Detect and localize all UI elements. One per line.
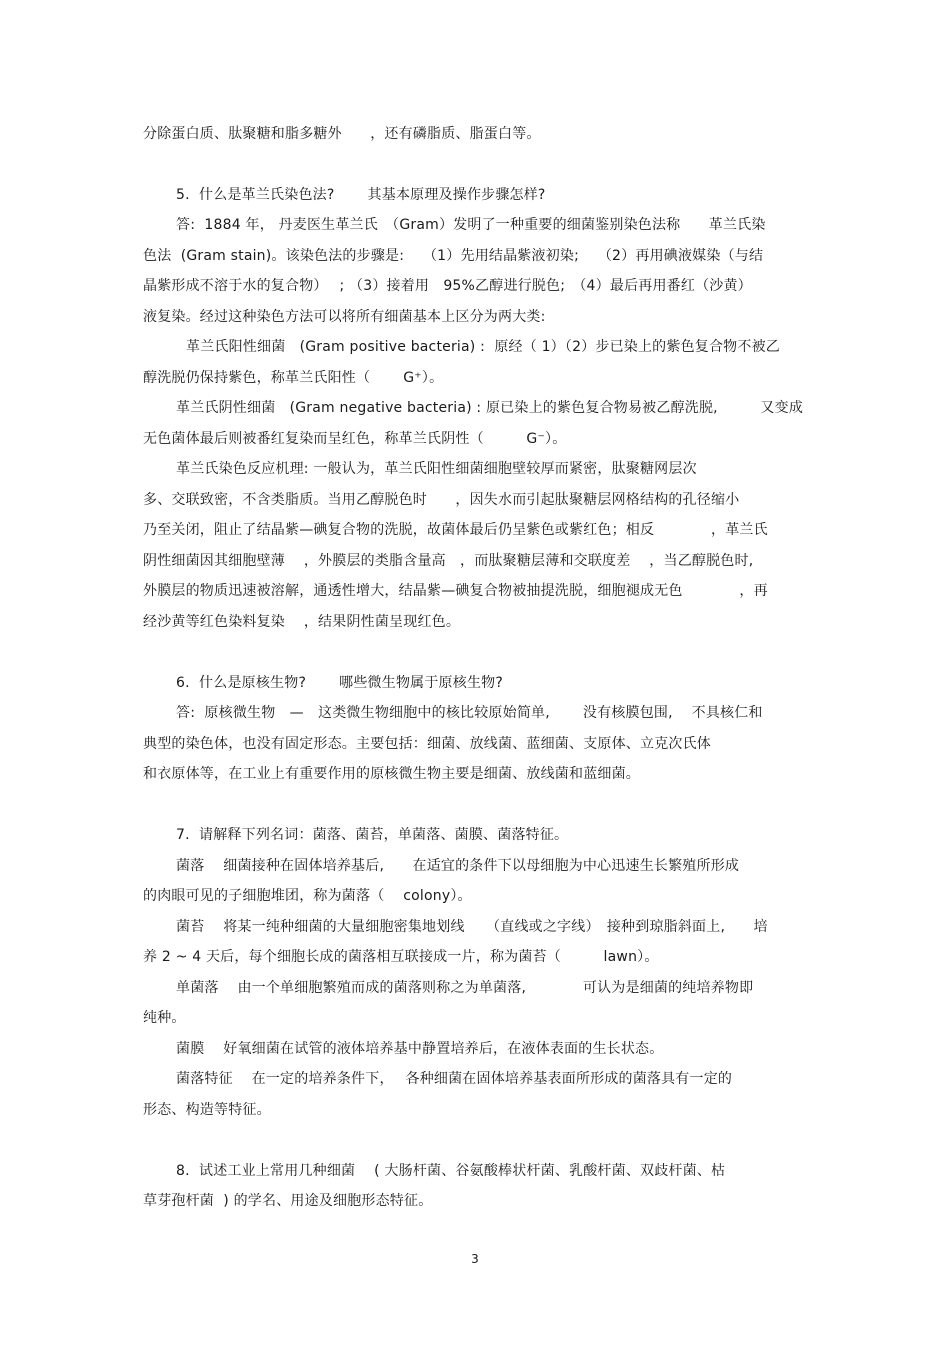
question-heading: 7. 请解释下列名词：菌落、菌苔，单菌落、菌膜、菌落特征。 <box>176 827 569 843</box>
text-line: 液复染。经过这种染色方法可以将所有细菌基本上区分为两大类: <box>143 309 546 325</box>
text-line: 菌落特征 在一定的培养条件下， 各种细菌在固体培养基表面所形成的菌落具有一定的 <box>176 1071 733 1087</box>
text-line: 养 2 ~ 4 天后，每个细胞长成的菌落相互联接成一片，称为菌苔（ lawn）。 <box>143 949 659 965</box>
text-line: 菌膜 好氧细菌在试管的液体培养基中静置培养后，在液体表面的生长状态。 <box>176 1041 664 1057</box>
question-heading: 6. 什么是原核生物? 哪些微生物属于原核生物? <box>176 675 503 691</box>
text-line: 色法 (Gram stain)。该染色法的步骤是: （1）先用结晶紫液初染; （2）再用碘液媒染（与结 <box>143 248 764 264</box>
text-line: 单菌落 由一个单细胞繁殖而成的菌落则称之为单菌落, 可认为是细菌的纯培养物即 <box>176 980 754 996</box>
text-line: 形态、构造等特征。 <box>143 1102 271 1118</box>
text-line: 菌落 细菌接种在固体培养基后, 在适宜的条件下以母细胞为中心迅速生长繁殖所形成 <box>176 858 740 874</box>
text-line: 答: 1884 年， 丹麦医生革兰氏 （Gram）发明了一种重要的细菌鉴别染色法称 革兰氏染 <box>176 217 766 233</box>
text-line: 革兰氏阳性细菌 (Gram positive bacteria) : 原经（ 1）（2）步已染上的紫色复合物不被乙 <box>186 339 780 355</box>
text-line: 和衣原体等，在工业上有重要作用的原核微生物主要是细菌、放线菌和蓝细菌。 <box>143 766 640 782</box>
text-line: 乃至关闭，阻止了结晶紫—碘复合物的洗脱，故菌体最后仍呈紫色或紫红色；相反 ，革兰氏 <box>143 522 768 538</box>
text-line: 革兰氏染色反应机理: 一般认为，革兰氏阳性细菌细胞壁较厚而紧密，肽聚糖网层次 <box>176 461 697 477</box>
text-line: 草芽孢杆菌 ) 的学名、用途及细胞形态特征。 <box>143 1193 433 1209</box>
text-line: 外膜层的物质迅速被溶解，通透性增大，结晶紫—碘复合物被抽提洗脱，细胞褪成无色 ，再 <box>143 583 768 599</box>
text-line: 的肉眼可见的子细胞堆团，称为菌落（ colony）。 <box>143 888 472 904</box>
text-line: 醇洗脱仍保持紫色，称革兰氏阳性（ G⁺）。 <box>143 370 444 386</box>
text-line: 纯种。 <box>143 1010 186 1026</box>
text-line: 经沙黄等红色染料复染 ，结果阴性菌呈现红色。 <box>143 614 461 630</box>
text-line: 答: 原核微生物 — 这类微生物细胞中的核比较原始简单, 没有核膜包围, 不具核仁和 <box>176 705 763 721</box>
question-heading: 8. 试述工业上常用几种细菌 ( 大肠杆菌、谷氨酸棒状杆菌、乳酸杆菌、双歧杆菌、枯 <box>176 1163 726 1179</box>
text-line: 阴性细菌因其细胞壁薄 ，外膜层的类脂含量高 ，而肽聚糖层薄和交联度差 ，当乙醇脱色时, <box>143 553 754 569</box>
text-line: 典型的染色体，也没有固定形态。主要包括：细菌、放线菌、蓝细菌、支原体、立克次氏体 <box>143 736 711 752</box>
text-line: 分除蛋白质、肽聚糖和脂多糖外 ，还有磷脂质、脂蛋白等。 <box>143 126 541 142</box>
question-heading: 5. 什么是革兰氏染色法? 其基本原理及操作步骤怎样? <box>176 187 546 203</box>
text-line: 多、交联致密，不含类脂质。当用乙醇脱色时 ，因失水而引起肽聚糖层网格结构的孔径缩小 <box>143 492 740 508</box>
text-line: 菌苔 将某一纯种细菌的大量细胞密集地划线 （直线或之字线） 接种到琼脂斜面上, 培 <box>176 919 768 935</box>
text-line: 晶紫形成不溶于水的复合物） ; （3）接着用 95%乙醇进行脱色; （4）最后再用番红（沙黄） <box>143 278 752 294</box>
page-number: 3 <box>471 1252 479 1266</box>
text-line: 无色菌体最后则被番红复染而呈红色，称革兰氏阴性（ G⁻）。 <box>143 431 567 447</box>
text-line: 革兰氏阴性细菌 (Gram negative bacteria) : 原已染上的紫色复合物易被乙醇洗脱, 又变成 <box>176 400 804 416</box>
